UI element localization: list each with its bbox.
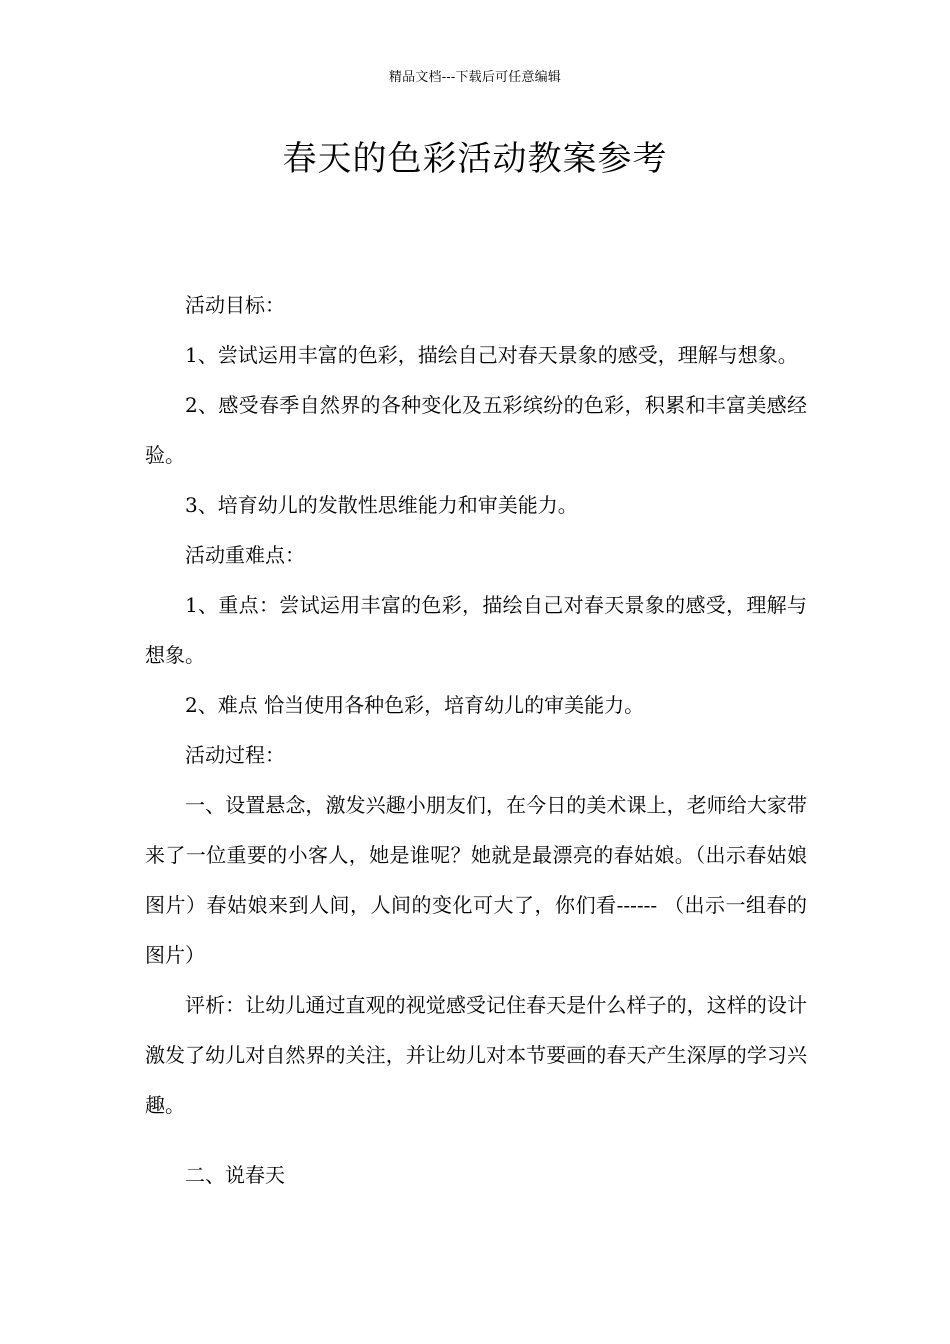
- paragraph: 活动过程：: [185, 743, 285, 767]
- paragraph: 评析：让幼儿通过直观的视觉感受记住春天是什么样子的，这样的设计激发了幼儿对自然界的关注，并让幼儿对本节要画的春天产生深厚的学习兴趣。: [145, 993, 807, 1117]
- paragraph: 3、培育幼儿的发散性思维能力和审美能力。: [185, 493, 578, 517]
- header-note: 精品文档---下载后可任意编辑: [388, 70, 562, 85]
- paragraph: 1、尝试运用丰富的色彩，描绘自己对春天景象的感受，理解与想象。: [185, 343, 798, 367]
- paragraph: 二、说春天: [185, 1163, 285, 1187]
- paragraph: 活动目标：: [185, 293, 285, 317]
- document-title: 春天的色彩活动教案参考: [282, 139, 668, 179]
- paragraph: 2、感受春季自然界的各种变化及五彩缤纷的色彩，积累和丰富美感经验。: [145, 393, 807, 467]
- paragraph: 一、设置悬念，激发兴趣小朋友们，在今日的美术课上，老师给大家带来了一位重要的小客人，她是谁呢？她就是最漂亮的春姑娘。（出示春姑娘图片）春姑娘来到人间，人间的变化可大了，你们看------ （出示一组春的图片）: [145, 793, 807, 967]
- document-body: [145, 280, 807, 1200]
- paragraph: 活动重难点：: [185, 543, 305, 567]
- paragraph: 1、重点：尝试运用丰富的色彩，描绘自己对春天景象的感受，理解与想象。: [145, 593, 807, 667]
- paragraph: 2、难点 恰当使用各种色彩，培育幼儿的审美能力。: [185, 693, 645, 717]
